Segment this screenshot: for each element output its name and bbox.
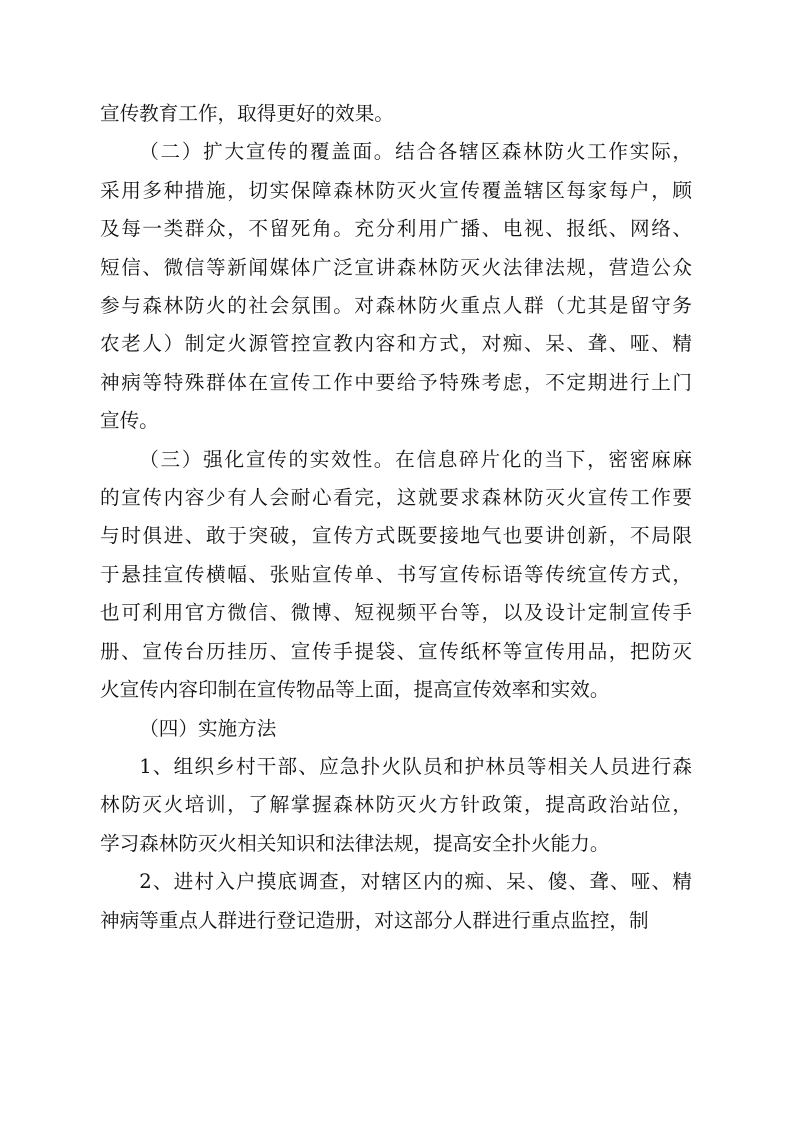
text-line: 林防灭火培训，了解掌握森林防灭火方针政策，提高政治站位， [100, 793, 692, 817]
text-line: （四）实施方法 [139, 716, 277, 740]
paragraph [100, 863, 692, 940]
text-line: 册、宣传台历挂历、宣传手提袋、宣传纸杯等宣传用品，把防灭 [100, 639, 692, 663]
text-line: 于悬挂宣传横幅、张贴宣传单、书写宣传标语等传统宣传方式， [100, 562, 692, 586]
text-line: 的宣传内容少有人会耐心看完，这就要求森林防灭火宣传工作要 [100, 486, 692, 510]
text-line: 与时俱进、敢于突破，宣传方式既要接地气也要讲创新，不局限 [100, 524, 692, 548]
text-line: 1、组织乡村干部、应急扑火队员和护林员等相关人员进行森 [139, 754, 692, 778]
text-line: （三）强化宣传的实效性。在信息碎片化的当下，密密麻麻 [139, 447, 692, 471]
paragraph [100, 710, 692, 748]
text-line: 也可利用官方微信、微博、短视频平台等，以及设计定制宣传手 [100, 601, 692, 625]
text-line: 参与森林防火的社会氛围。对森林防火重点人群（尤其是留守务 [100, 294, 692, 318]
text-line: （二）扩大宣传的覆盖面。结合各辖区森林防火工作实际， [139, 140, 692, 164]
text-line: 神病等特殊群体在宣传工作中要给予特殊考虑，不定期进行上门 [100, 370, 692, 394]
text-line: 神病等重点人群进行登记造册，对这部分人群进行重点监控，制 [100, 908, 649, 932]
paragraph [100, 748, 692, 863]
text-line: 宣传。 [100, 409, 159, 433]
paragraph [100, 95, 692, 133]
text-line: 采用多种措施，切实保障森林防灭火宣传覆盖辖区每家每户，顾 [100, 178, 692, 202]
text-line: 学习森林防灭火相关知识和法律法规，提高安全扑火能力。 [100, 831, 610, 855]
text-line: 宣传教育工作，取得更好的效果。 [100, 102, 394, 125]
text-line: 2、进村入户摸底调查，对辖区内的痴、呆、傻、聋、哑、精 [139, 870, 692, 894]
text-line: 农老人）制定火源管控宣教内容和方式，对痴、呆、聋、哑、精 [100, 332, 692, 356]
paragraph [100, 133, 692, 440]
paragraph [100, 441, 692, 710]
text-line: 火宣传内容印制在宣传物品等上面，提高宣传效率和实效。 [100, 678, 610, 702]
document-body [100, 95, 692, 940]
text-line: 短信、微信等新闻媒体广泛宣讲森林防灭火法律法规，营造公众 [100, 255, 692, 279]
text-line: 及每一类群众，不留死角。充分利用广播、电视、报纸、网络、 [100, 217, 692, 241]
